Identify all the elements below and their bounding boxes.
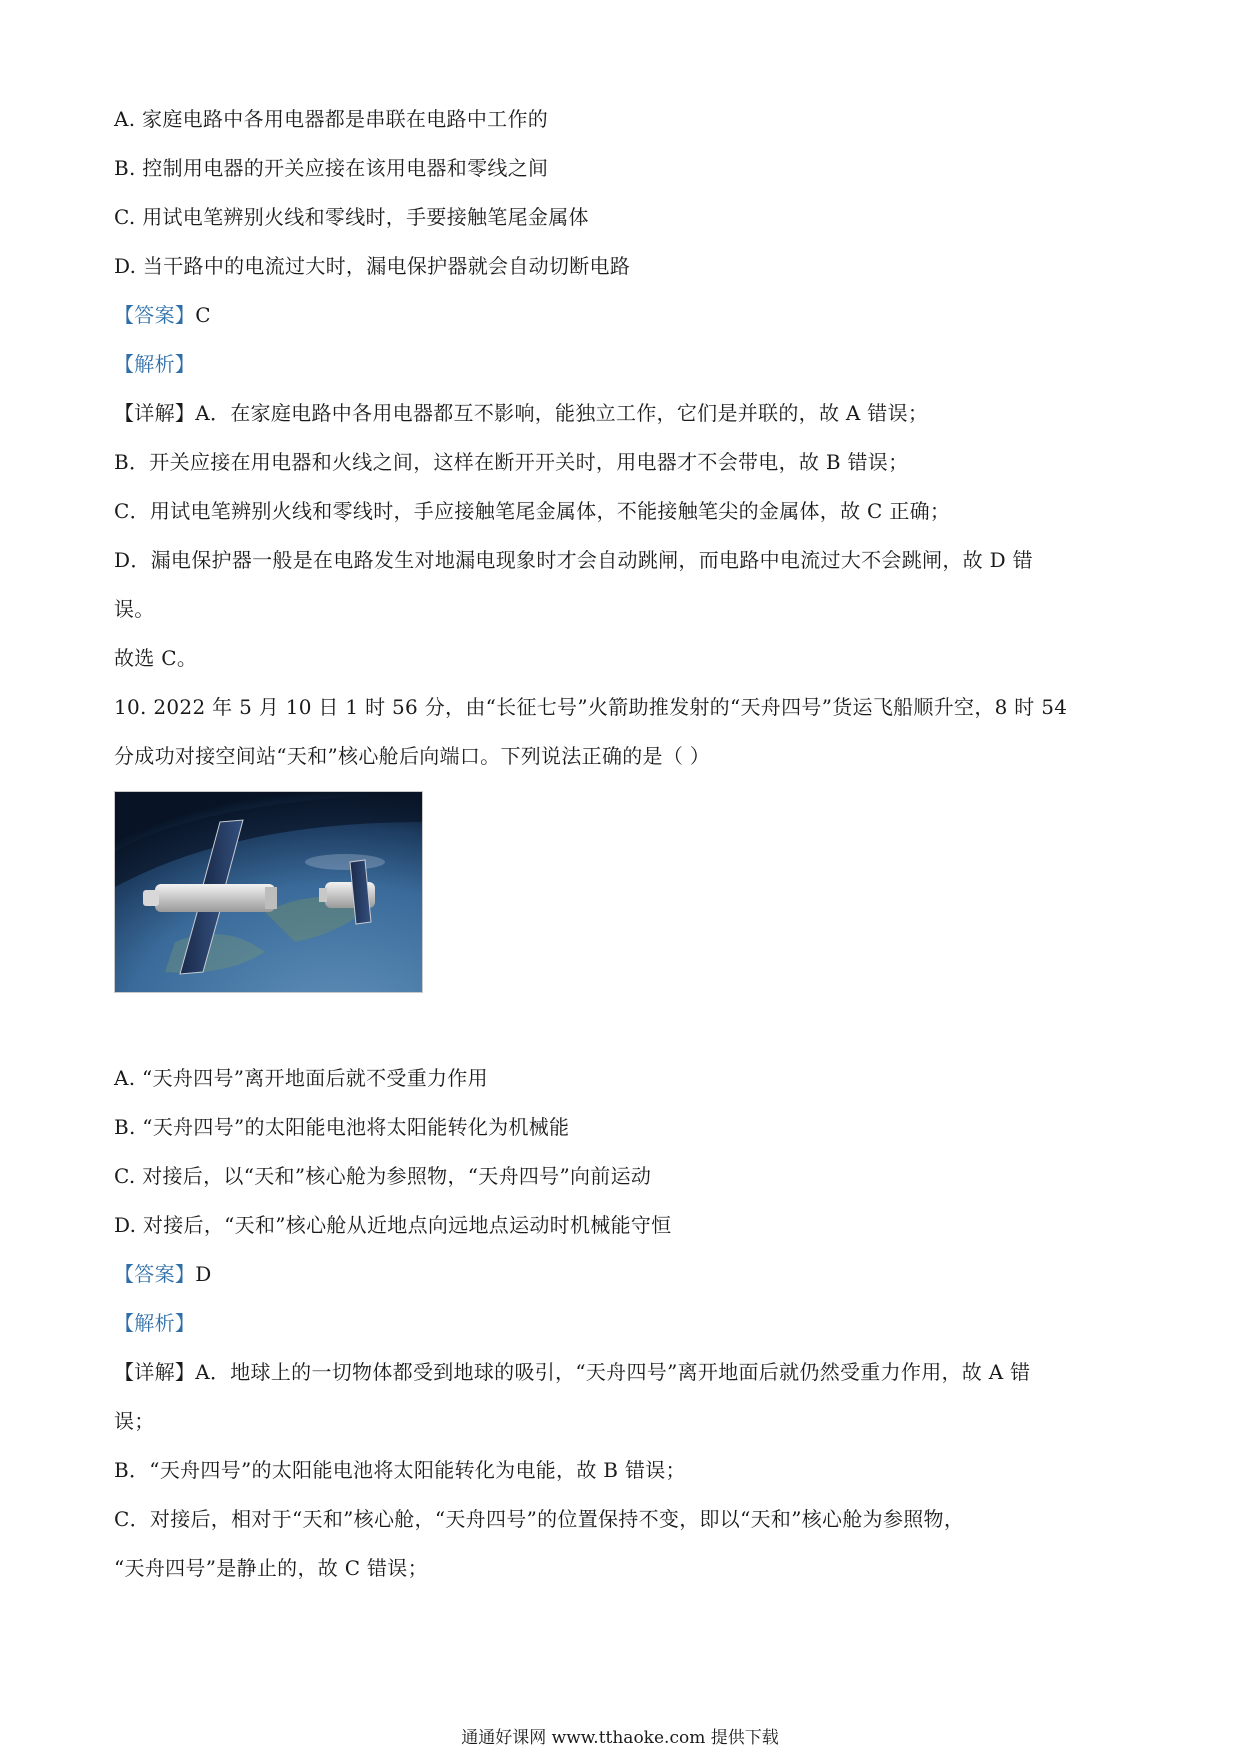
q9-option-b: B. 控制用电器的开关应接在该用电器和零线之间 bbox=[114, 156, 549, 180]
q9-option-d: D. 当干路中的电流过大时，漏电保护器就会自动切断电路 bbox=[114, 254, 631, 278]
q9-detail-d-line2: 误。 bbox=[114, 597, 155, 621]
q10-detail-c-line2: “天舟四号”是静止的，故 C 错误； bbox=[114, 1556, 428, 1580]
q9-detail-d-line1: D．漏电保护器一般是在电路发生对地漏电现象时才会自动跳闸，而电路中电流过大不会跳闸，故 D 错 bbox=[114, 548, 1033, 572]
answer-tag: 【答案】 bbox=[114, 1262, 196, 1286]
page-footer: 通通好课网 www.tthaoke.com 提供下载 bbox=[461, 1728, 779, 1748]
q10-answer bbox=[114, 1261, 212, 1287]
q9-answer bbox=[114, 302, 211, 328]
detail-a-text: A．地球上的一切物体都受到地球的吸引，“天舟四号”离开地面后就仍然受重力作用，故 A 错 bbox=[195, 1360, 1031, 1384]
answer-tag: 【答案】 bbox=[114, 303, 196, 327]
q10-detail-a-line1 bbox=[114, 1359, 1030, 1385]
q10-detail-a-line2: 误； bbox=[114, 1409, 155, 1433]
answer-value: D bbox=[195, 1262, 212, 1286]
q10-detail-b: B．“天舟四号”的太阳能电池将太阳能转化为电能，故 B 错误； bbox=[114, 1458, 686, 1482]
space-station-photo bbox=[114, 791, 423, 993]
q10-option-c: C. 对接后，以“天和”核心舱为参照物，“天舟四号”向前运动 bbox=[114, 1164, 652, 1188]
q9-detail-a bbox=[114, 400, 928, 426]
q9-analysis-tag: 【解析】 bbox=[114, 352, 196, 376]
q9-option-a: A. 家庭电路中各用电器都是串联在电路中工作的 bbox=[114, 107, 549, 131]
detail-tag: 【详解】 bbox=[114, 1360, 196, 1384]
q10-analysis-tag: 【解析】 bbox=[114, 1311, 196, 1335]
q9-conclusion: 故选 C。 bbox=[114, 646, 198, 670]
q10-option-a: A. “天舟四号”离开地面后就不受重力作用 bbox=[114, 1066, 488, 1090]
detail-a-text: A．在家庭电路中各用电器都互不影响，能独立工作，它们是并联的，故 A 错误； bbox=[195, 401, 929, 425]
q10-stem-line2: 分成功对接空间站“天和”核心舱后向端口。下列说法正确的是（ ） bbox=[114, 744, 711, 768]
q9-option-c: C. 用试电笔辨别火线和零线时，手要接触笔尾金属体 bbox=[114, 205, 589, 229]
detail-tag: 【详解】 bbox=[114, 401, 196, 425]
q10-detail-c-line1: C．对接后，相对于“天和”核心舱，“天舟四号”的位置保持不变，即以“天和”核心舱为参照物， bbox=[114, 1507, 965, 1531]
answer-value: C bbox=[195, 303, 211, 327]
q10-stem-line1: 10. 2022 年 5 月 10 日 1 时 56 分，由“长征七号”火箭助推发射的“天舟四号”货运飞船顺升空，8 时 54 bbox=[114, 695, 1068, 719]
q9-detail-c: C．用试电笔辨别火线和零线时，手应接触笔尾金属体，不能接触笔尖的金属体，故 C 正确； bbox=[114, 499, 951, 523]
q10-option-d: D. 对接后，“天和”核心舱从近地点向远地点运动时机械能守恒 bbox=[114, 1213, 672, 1237]
space-station-icon bbox=[115, 792, 422, 992]
q9-detail-b: B．开关应接在用电器和火线之间，这样在断开开关时，用电器才不会带电，故 B 错误； bbox=[114, 450, 909, 474]
q10-option-b: B. “天舟四号”的太阳能电池将太阳能转化为机械能 bbox=[114, 1115, 570, 1139]
